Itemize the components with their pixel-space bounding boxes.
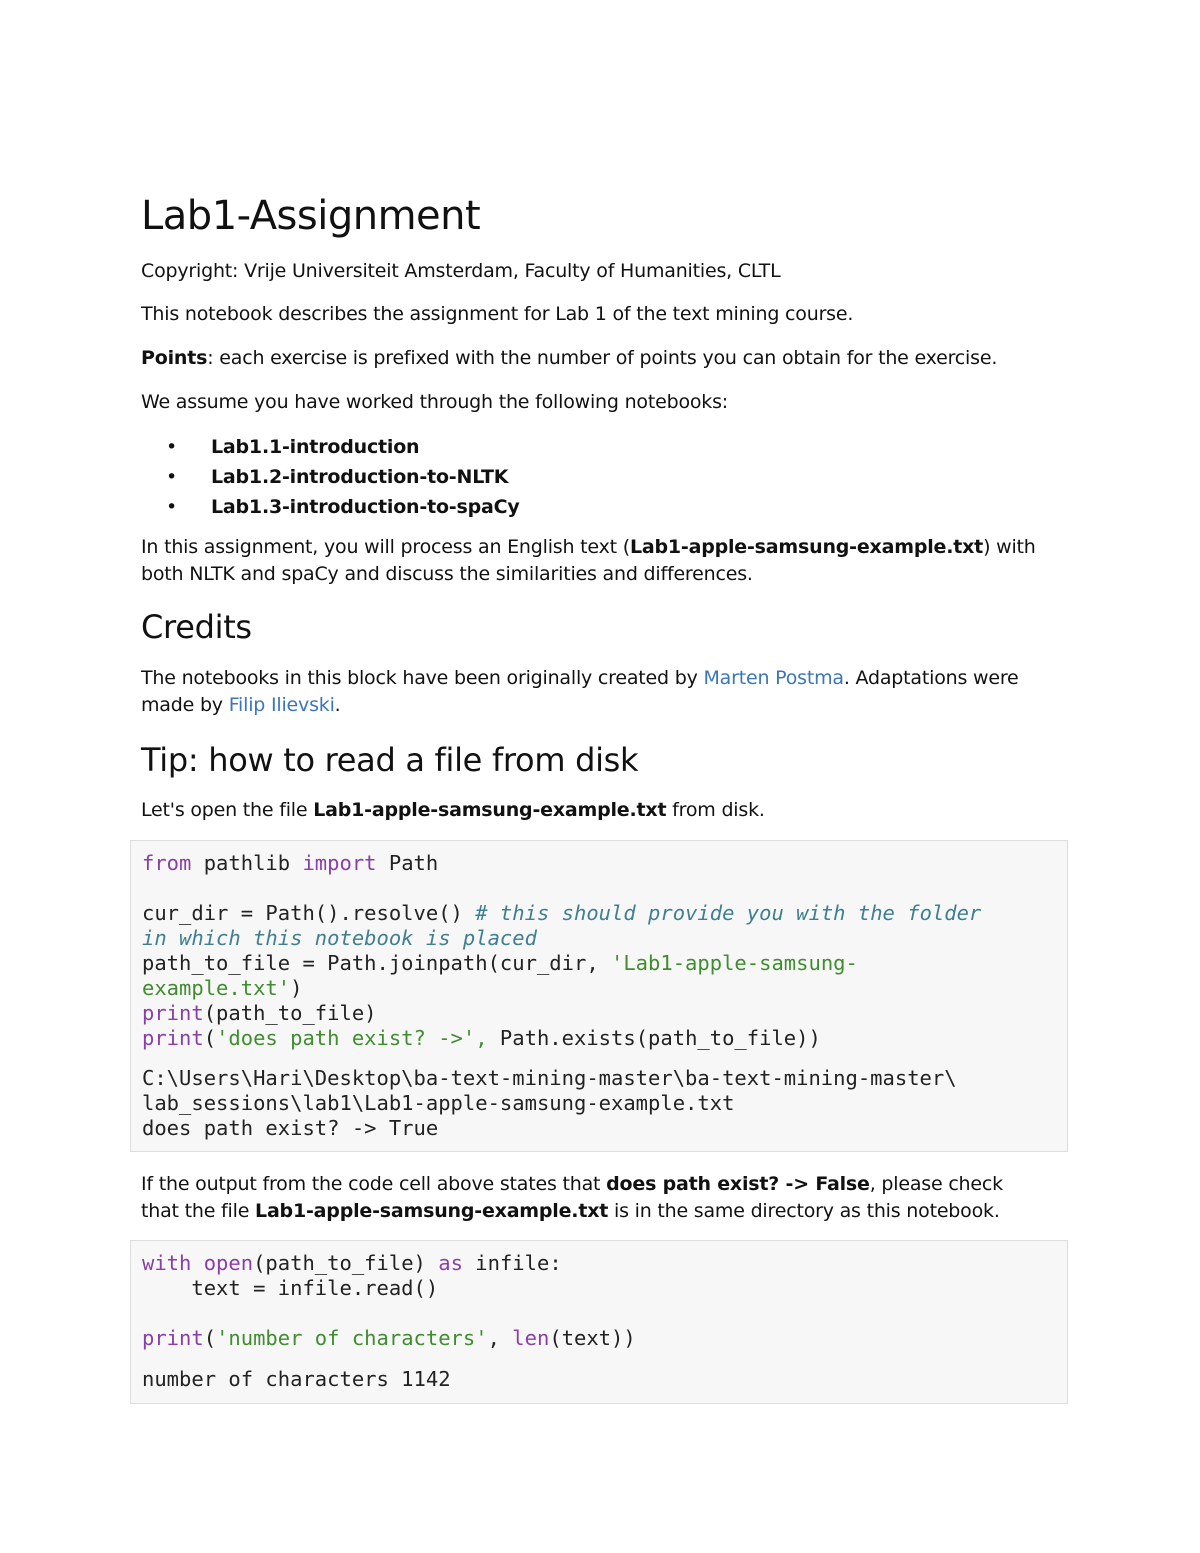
list-item — [141, 492, 520, 522]
page-title: Lab1-Assignment — [141, 193, 481, 239]
tip-text: Let's open the file — [141, 799, 314, 821]
output-line: does path exist? -> True — [142, 1116, 439, 1140]
notebook-name: Lab1.2-introduction-to-NLTK — [211, 466, 509, 488]
code-cell-1[interactable] — [130, 840, 1068, 1152]
code-line: example.txt') — [142, 976, 303, 1000]
credits-text: The notebooks in this block have been originally created by — [141, 667, 704, 689]
check-text-mid: , please check that the file — [141, 1173, 1003, 1222]
output-line: lab_sessions\lab1\Lab1-apple-samsung-example.txt — [142, 1091, 735, 1115]
tip-paragraph — [141, 797, 1041, 824]
check-bold: does path exist? -> False — [606, 1173, 870, 1195]
tip-heading: Tip: how to read a file from disk — [141, 741, 639, 779]
output-line: C:\Users\Hari\Desktop\ba-text-mining-master\ba-text-mining-master\ — [142, 1066, 957, 1090]
code-cell-2[interactable] — [130, 1240, 1068, 1404]
code-line: print('number of characters', len(text)) — [142, 1326, 636, 1350]
assume-text: We assume you have worked through the following notebooks: — [141, 391, 729, 413]
code-line: text = infile.read() — [142, 1276, 439, 1300]
list-item — [141, 432, 520, 462]
points-paragraph — [141, 345, 1041, 372]
check-text-end: is in the same directory as this notebook. — [608, 1200, 1000, 1222]
copyright-text: Copyright: Vrije Universiteit Amsterdam, Faculty of Humanities, CLTL — [141, 260, 781, 282]
check-text: If the output from the code cell above states that — [141, 1173, 607, 1195]
code-line: from pathlib import Path — [142, 851, 439, 875]
notebook-list — [141, 432, 520, 522]
points-text: : each exercise is prefixed with the number of points you can obtain for the exercise. — [207, 347, 998, 369]
code-output-2 — [142, 1367, 451, 1392]
check-file: Lab1-apple-samsung-example.txt — [255, 1200, 609, 1222]
code-line: path_to_file = Path.joinpath(cur_dir, 'Lab1-apple-samsung- — [142, 951, 858, 975]
assignment-paragraph — [141, 534, 1041, 588]
code-output-1 — [142, 1066, 957, 1141]
check-paragraph — [141, 1171, 1041, 1225]
notebook-name: Lab1.3-introduction-to-spaCy — [211, 496, 520, 518]
credits-text-end: . — [334, 694, 341, 716]
list-item — [141, 462, 520, 492]
bullet-icon: • — [166, 496, 178, 518]
assignment-text-end: ) with both NLTK and spaCy and discuss the similarities and differences. — [141, 536, 1036, 585]
output-line: number of characters 1142 — [142, 1367, 451, 1391]
assignment-file: Lab1-apple-samsung-example.txt — [629, 536, 984, 558]
author-link-marten[interactable]: Marten Postma — [703, 667, 844, 689]
code-line: with open(path_to_file) as infile: — [142, 1251, 562, 1275]
code-line: in which this notebook is placed — [142, 926, 537, 950]
credits-paragraph — [141, 665, 1041, 719]
tip-text-end: from disk. — [666, 799, 765, 821]
tip-file: Lab1-apple-samsung-example.txt — [313, 799, 667, 821]
bullet-icon: • — [166, 436, 178, 458]
code-line: cur_dir = Path().resolve() # this should provide you with the folder — [142, 901, 982, 925]
bullet-icon: • — [166, 466, 178, 488]
code-line: print(path_to_file) — [142, 1001, 377, 1025]
author-link-filip[interactable]: Filip Ilievski — [228, 694, 335, 716]
points-label: Points — [141, 347, 208, 369]
credits-text-mid: . Adaptations were made by — [141, 667, 1019, 716]
intro-text: This notebook describes the assignment for Lab 1 of the text mining course. — [141, 303, 854, 325]
code-line: print('does path exist? ->', Path.exists(path_to_file)) — [142, 1026, 821, 1050]
assignment-text: In this assignment, you will process an English text ( — [141, 536, 630, 558]
notebook-name: Lab1.1-introduction — [211, 436, 420, 458]
credits-heading: Credits — [141, 608, 252, 646]
code-input-1[interactable] — [142, 851, 981, 1051]
code-input-2[interactable] — [142, 1251, 636, 1351]
